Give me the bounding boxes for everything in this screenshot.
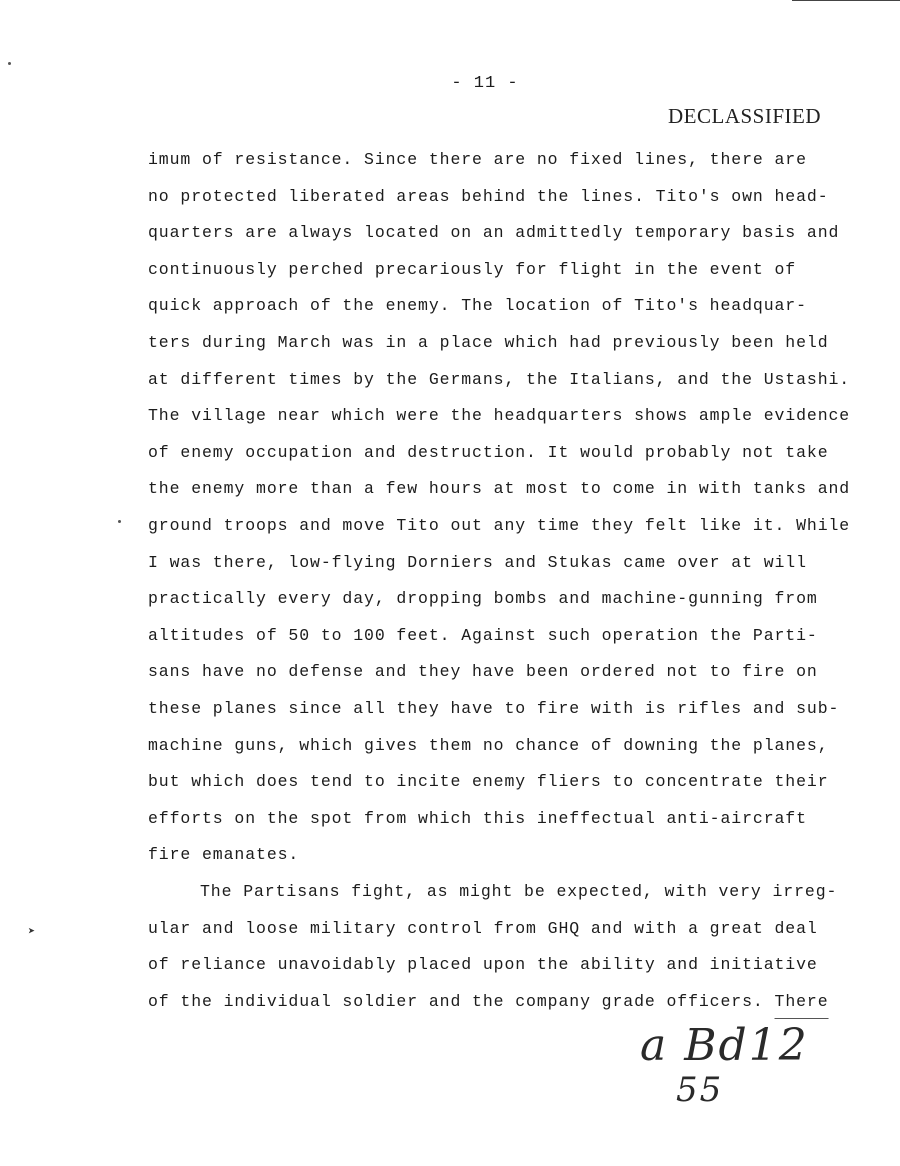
text-line [148,991,868,1013]
text-line: practically every day, dropping bombs and machine-gunning from [148,589,818,609]
text-line: no protected liberated areas behind the lines. Tito's own head- [148,186,829,206]
page-number: - 11 - [451,74,519,93]
text-line-content: The Partisans fight, as might be expected, with very irreg- [200,882,838,901]
text-line: The village near which were the headquarters shows ample evidence [148,406,851,426]
top-edge-rule [792,0,900,3]
text-line: fire emanates. [148,845,300,865]
text-line: quarters are always located on an admittedly temporary basis and [148,223,840,243]
speck [118,520,121,523]
text-line: imum of resistance. Since there are no fixed lines, there are [148,150,807,169]
text-line: ters during March was in a place which had previously been held [148,333,829,352]
handwritten-annotation: a Bd12 [640,1020,809,1071]
text-line: continuously perched precariously for flight in the event of [148,259,797,279]
text-line: sans have no defense and they have been ordered not to fire on [148,662,818,682]
text-line: the enemy more than a few hours at most to come in with tanks and [148,479,851,499]
declassified-stamp: DECLASSIFIED [668,104,822,128]
text-line: I was there, low-flying Dorniers and Stukas came over at will [148,552,807,572]
text-line: quick approach of the enemy. The location of Tito's headquar- [148,296,807,316]
handwritten-annotation-sub: 55 [676,1070,724,1110]
text-line [148,954,868,976]
text-line: altitudes of 50 to 100 feet. Against such operation the Parti- [148,625,818,645]
text-line-content: of the individual soldier and the company grade officers. [148,991,764,1011]
text-line: these planes since all they have to fire with is rifles and sub- [148,699,840,718]
text-line [148,918,868,940]
text-line: efforts on the spot from which this ineffectual anti-aircraft [148,808,807,828]
text-line: ground troops and move Tito out any time they felt like it. While [148,516,851,535]
continuation-word: There [774,991,829,1011]
text-line: machine guns, which gives them no chance of downing the planes, [148,735,829,755]
text-line [200,881,900,903]
text-line: but which does tend to incite enemy fliers to concentrate their [148,772,829,792]
speck [8,62,11,65]
text-line-content: of reliance unavoidably placed upon the ability and initiative [148,955,818,975]
text-line: at different times by the Germans, the Italians, and the Ustashi. [148,369,851,389]
text-line-content: ular and loose military control from GHQ and with a great deal [148,918,818,938]
margin-mark: ➤ [28,925,36,939]
text-line: of enemy occupation and destruction. It would probably not take [148,442,829,462]
